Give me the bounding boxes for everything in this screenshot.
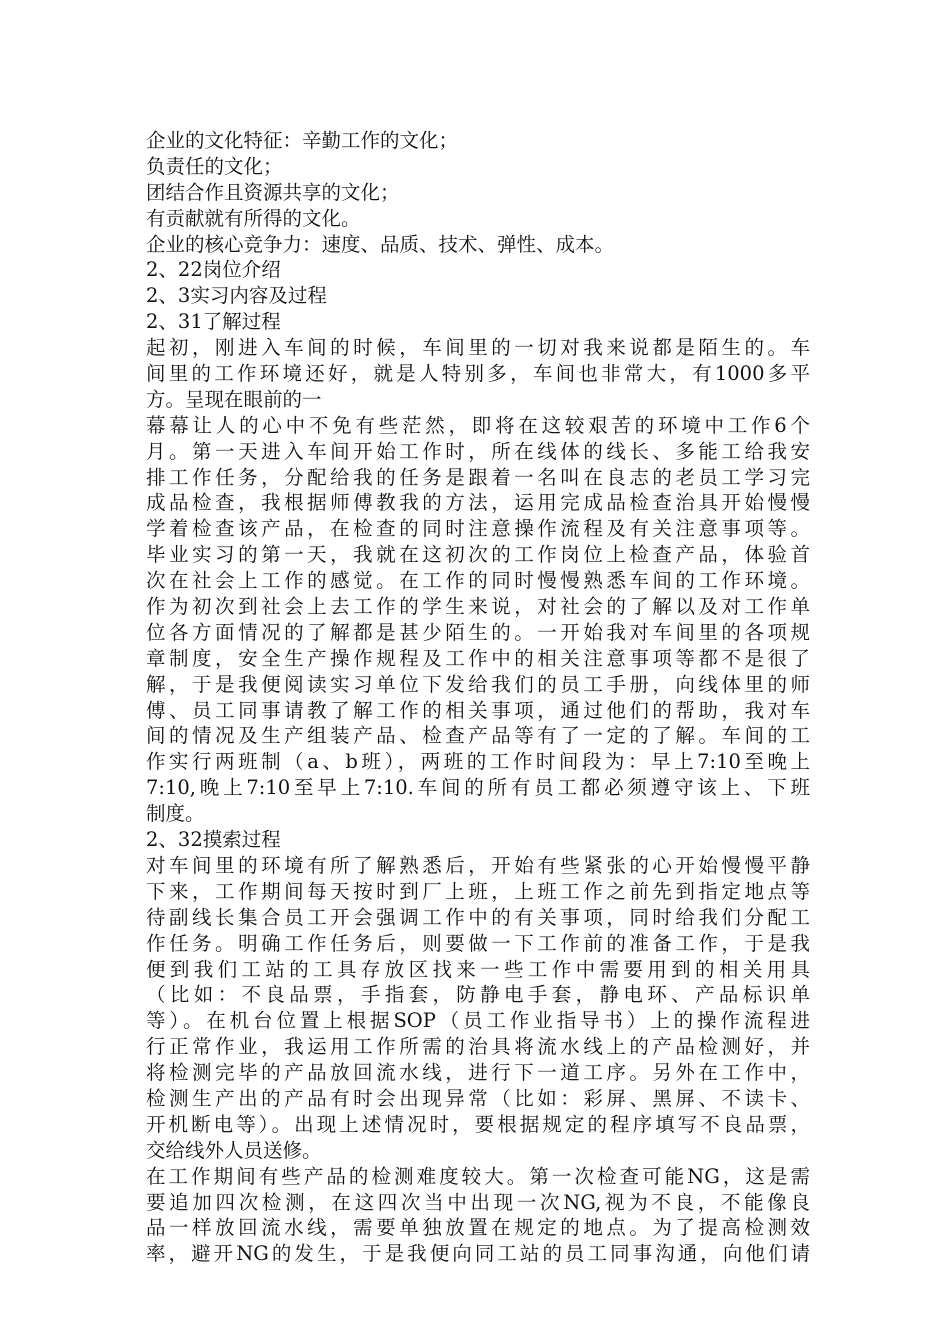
text-line: 解，于是我便阅读实习单位下发给我们的员工手册，向线体里的师	[146, 672, 810, 696]
section-heading: 2、31了解过程	[146, 310, 281, 334]
text-line: 对车间里的环境有所了解熟悉后，开始有些紧张的心开始慢慢平静	[146, 853, 810, 877]
text-line: 排工作任务，分配给我的任务是跟着一名叫在良志的老员工学习完	[146, 465, 810, 489]
text-line: 等）。在机台位置上根据SOP（员工作业指导书）上的操作流程进	[146, 1009, 810, 1033]
text-line: 间里的工作环境还好，就是人特别多，车间也非常大，有1000多平	[146, 362, 810, 386]
section-heading: 2、32摸索过程	[146, 828, 281, 852]
text-line: 作实行两班制（a、b班），两班的工作时间段为：早上7:10至晚上	[146, 750, 810, 774]
text-line: 作为初次到社会上去工作的学生来说，对社会的了解以及对工作单	[146, 595, 810, 619]
document-body	[146, 128, 810, 1267]
text-line: 成品检查，我根据师傅教我的方法，运用完成品检查治具开始慢慢	[146, 491, 810, 515]
text-line: 傅、员工同事请教了解工作的相关事项，通过他们的帮助，我对车	[146, 698, 810, 722]
text-line: 学着检查该产品，在检查的同时注意操作流程及有关注意事项等。	[146, 517, 810, 541]
text-line: 开机断电等）。出现上述情况时，要根据规定的程序填写不良品票，	[146, 1112, 810, 1136]
text-line: 负责任的文化；	[146, 154, 283, 178]
text-line: 作任务。明确工作任务后，则要做一下工作前的准备工作，于是我	[146, 931, 810, 955]
text-line: 率，避开NG的发生，于是我便向同工站的员工同事沟通，向他们请	[146, 1242, 810, 1266]
text-line: 次在社会上工作的感觉。在工作的同时慢慢熟悉车间的工作环境。	[146, 569, 810, 593]
text-line: 品一样放回流水线，需要单独放置在规定的地点。为了提高检测效	[146, 1216, 810, 1240]
text-line: 在工作期间有些产品的检测难度较大。第一次检查可能NG，这是需	[146, 1164, 810, 1188]
text-line: 间的情况及生产组装产品、检查产品等有了一定的了解。车间的工	[146, 724, 810, 748]
text-line: 企业的核心竞争力：速度、品质、技术、弹性、成本。	[146, 232, 615, 256]
section-heading: 2、22岗位介绍	[146, 258, 281, 282]
text-line: 有贡献就有所得的文化。	[146, 206, 361, 230]
text-line: 7:10,晚上7:10至早上7:10.车间的所有员工都必须遵守该上、下班	[146, 776, 810, 800]
text-line: 章制度，安全生产操作规程及工作中的相关注意事项等都不是很了	[146, 646, 810, 670]
text-line: 月。第一天进入车间开始工作时，所在线体的线长、多能工给我安	[146, 439, 810, 463]
text-line: 下来，工作期间每天按时到厂上班，上班工作之前先到指定地点等	[146, 879, 810, 903]
text-line: 交给线外人员送修。	[146, 1138, 322, 1162]
text-line: 幕幕让人的心中不免有些茫然，即将在这较艰苦的环境中工作6个	[146, 413, 810, 437]
text-line: 位各方面情况的了解都是甚少陌生的。一开始我对车间里的各项规	[146, 620, 810, 644]
text-line: 行正常作业，我运用工作所需的治具将流水线上的产品检测好，并	[146, 1035, 810, 1059]
text-line: 检测生产出的产品有时会出现异常（比如：彩屏、黑屏、不读卡、	[146, 1086, 810, 1110]
text-line: 将检测完毕的产品放回流水线，进行下一道工序。另外在工作中，	[146, 1061, 810, 1085]
text-line: 毕业实习的第一天，我就在这初次的工作岗位上检查产品，体验首	[146, 543, 810, 567]
text-line: 企业的文化特征：辛勤工作的文化；	[146, 129, 459, 152]
text-line: 方。呈现在眼前的一	[146, 387, 322, 411]
text-line: 团结合作且资源共享的文化；	[146, 180, 400, 204]
text-line: 起初，刚进入车间的时候，车间里的一切对我来说都是陌生的。车	[146, 336, 810, 360]
text-line: 要追加四次检测，在这四次当中出现一次NG,视为不良，不能像良	[146, 1190, 810, 1214]
section-heading: 2、3实习内容及过程	[146, 284, 327, 308]
text-line: 便到我们工站的工具存放区找来一些工作中需要用到的相关用具	[146, 957, 810, 981]
text-line: 制度。	[146, 802, 205, 826]
text-line: （比如：不良品票，手指套，防静电手套，静电环、产品标识单	[146, 983, 810, 1007]
text-line: 待副线长集合员工开会强调工作中的有关事项，同时给我们分配工	[146, 905, 810, 929]
